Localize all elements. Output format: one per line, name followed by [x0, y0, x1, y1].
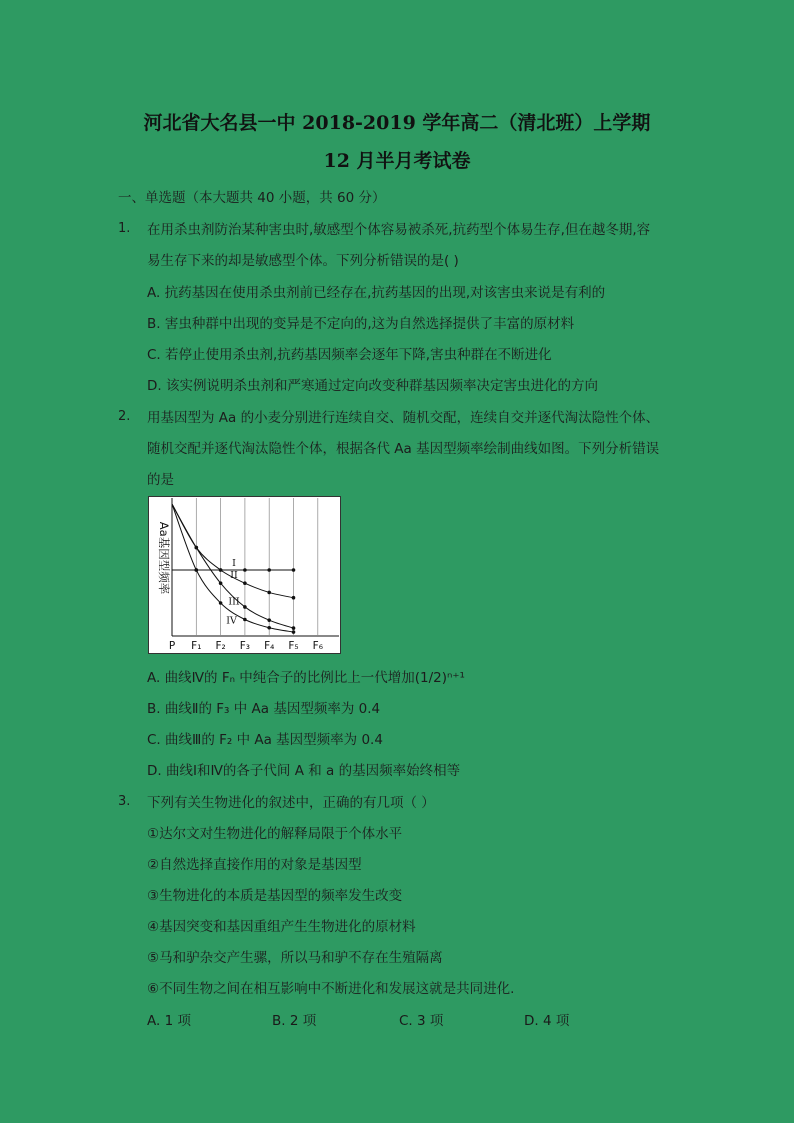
data-point-iv	[267, 626, 271, 630]
data-point-iii	[219, 581, 223, 585]
data-point-ii	[219, 568, 223, 572]
data-point-iv	[195, 568, 199, 572]
question-stem-line: 在用杀虫剂防治某种害虫时,敏感型个体容易被杀死,抗药型个体易生存,但在越冬期,容	[147, 222, 651, 238]
section-heading: 一、单选题（本大题共 40 小题，共 60 分）	[118, 190, 386, 206]
series-label-iv: IV	[226, 615, 237, 627]
question-option: A. 曲线Ⅳ的 Fₙ 中纯合子的比例比上一代增加(1/2)ⁿ⁺¹	[147, 670, 465, 686]
y-axis-label: Aa基因型频率	[157, 521, 171, 595]
question-number: 2.	[118, 409, 131, 424]
data-point-i	[267, 568, 271, 572]
data-point-i	[243, 568, 247, 572]
exam-title-line2: 12 月半月考试卷	[323, 150, 471, 172]
statement-item: ②自然选择直接作用的对象是基因型	[147, 857, 362, 873]
x-tick-label: F₅	[288, 640, 299, 652]
answer-choice-b: B. 2 项	[272, 1013, 317, 1029]
statement-item: ⑥不同生物之间在相互影响中不断进化和发展这就是共同进化.	[147, 981, 515, 997]
answer-choice-a: A. 1 项	[147, 1013, 191, 1029]
statement-item: ①达尔文对生物进化的解释局限于个体水平	[147, 826, 403, 842]
question-stem-line: 用基因型为 Aa 的小麦分别进行连续自交、随机交配，连续自交并逐代淘汰隐性个体、	[147, 410, 660, 426]
x-tick-label: F₂	[215, 640, 226, 652]
series-label-i: I	[232, 558, 236, 569]
question-stem-line: 随机交配并逐代淘汰隐性个体，根据各代 Aa 基因型频率绘制曲线如图。下列分析错误	[147, 441, 660, 457]
question-number: 1.	[118, 221, 131, 236]
question-stem-line: 的是	[147, 472, 174, 488]
answer-choice-c: C. 3 项	[399, 1013, 444, 1029]
x-tick-label: F₆	[312, 640, 323, 652]
answer-choice-d: D. 4 项	[524, 1013, 570, 1029]
series-label-ii: II	[230, 569, 238, 581]
question-option: C. 若停止使用杀虫剂,抗药基因频率会逐年下降,害虫种群在不断进化	[147, 347, 552, 363]
statement-item: ③生物进化的本质是基因型的频率发生改变	[147, 888, 403, 904]
genotype-frequency-chart	[148, 496, 341, 654]
data-point-iv	[243, 618, 247, 622]
x-tick-label: F₄	[264, 640, 275, 652]
statement-item: ⑤马和驴杂交产生骡，所以马和驴不存在生殖隔离	[147, 950, 443, 966]
question-option: C. 曲线Ⅲ的 F₂ 中 Aa 基因型频率为 0.4	[147, 732, 383, 748]
data-point-ii	[292, 596, 296, 600]
series-label-iii: III	[228, 596, 240, 608]
question-option: B. 害虫种群中出现的变异是不定向的,这为自然选择提供了丰富的原材料	[147, 316, 575, 332]
question-stem-line: 易生存下来的却是敏感型个体。下列分析错误的是( )	[147, 253, 459, 269]
question-option: D. 该实例说明杀虫剂和严寒通过定向改变种群基因频率决定害虫进化的方向	[147, 378, 598, 394]
data-point-i	[292, 568, 296, 572]
question-stem-line: 下列有关生物进化的叙述中，正确的有几项（ ）	[147, 795, 435, 811]
x-tick-label: F₃	[239, 640, 251, 652]
question-option: A. 抗药基因在使用杀虫剂前已经存在,抗药基因的出现,对该害虫来说是有利的	[147, 285, 606, 301]
x-tick-label: P	[168, 640, 176, 652]
chart-svg	[148, 496, 341, 654]
question-option: D. 曲线Ⅰ和Ⅳ的各子代间 A 和 a 的基因频率始终相等	[147, 763, 461, 779]
data-point-iii	[267, 618, 271, 622]
data-point-iii	[292, 626, 296, 630]
question-number: 3.	[118, 794, 131, 809]
data-point-iv	[292, 630, 296, 634]
statement-item: ④基因突变和基因重组产生生物进化的原材料	[147, 919, 416, 935]
data-point-iii	[195, 546, 199, 550]
data-point-ii	[243, 581, 247, 585]
data-point-ii	[267, 591, 271, 595]
x-tick-label: F₁	[191, 640, 202, 652]
data-point-iv	[219, 601, 223, 605]
question-option: B. 曲线Ⅱ的 F₃ 中 Aa 基因型频率为 0.4	[147, 701, 381, 717]
data-point-iii	[243, 605, 247, 609]
exam-title-line1: 河北省大名县一中 2018-2019 学年高二（清北班）上学期	[143, 112, 651, 134]
